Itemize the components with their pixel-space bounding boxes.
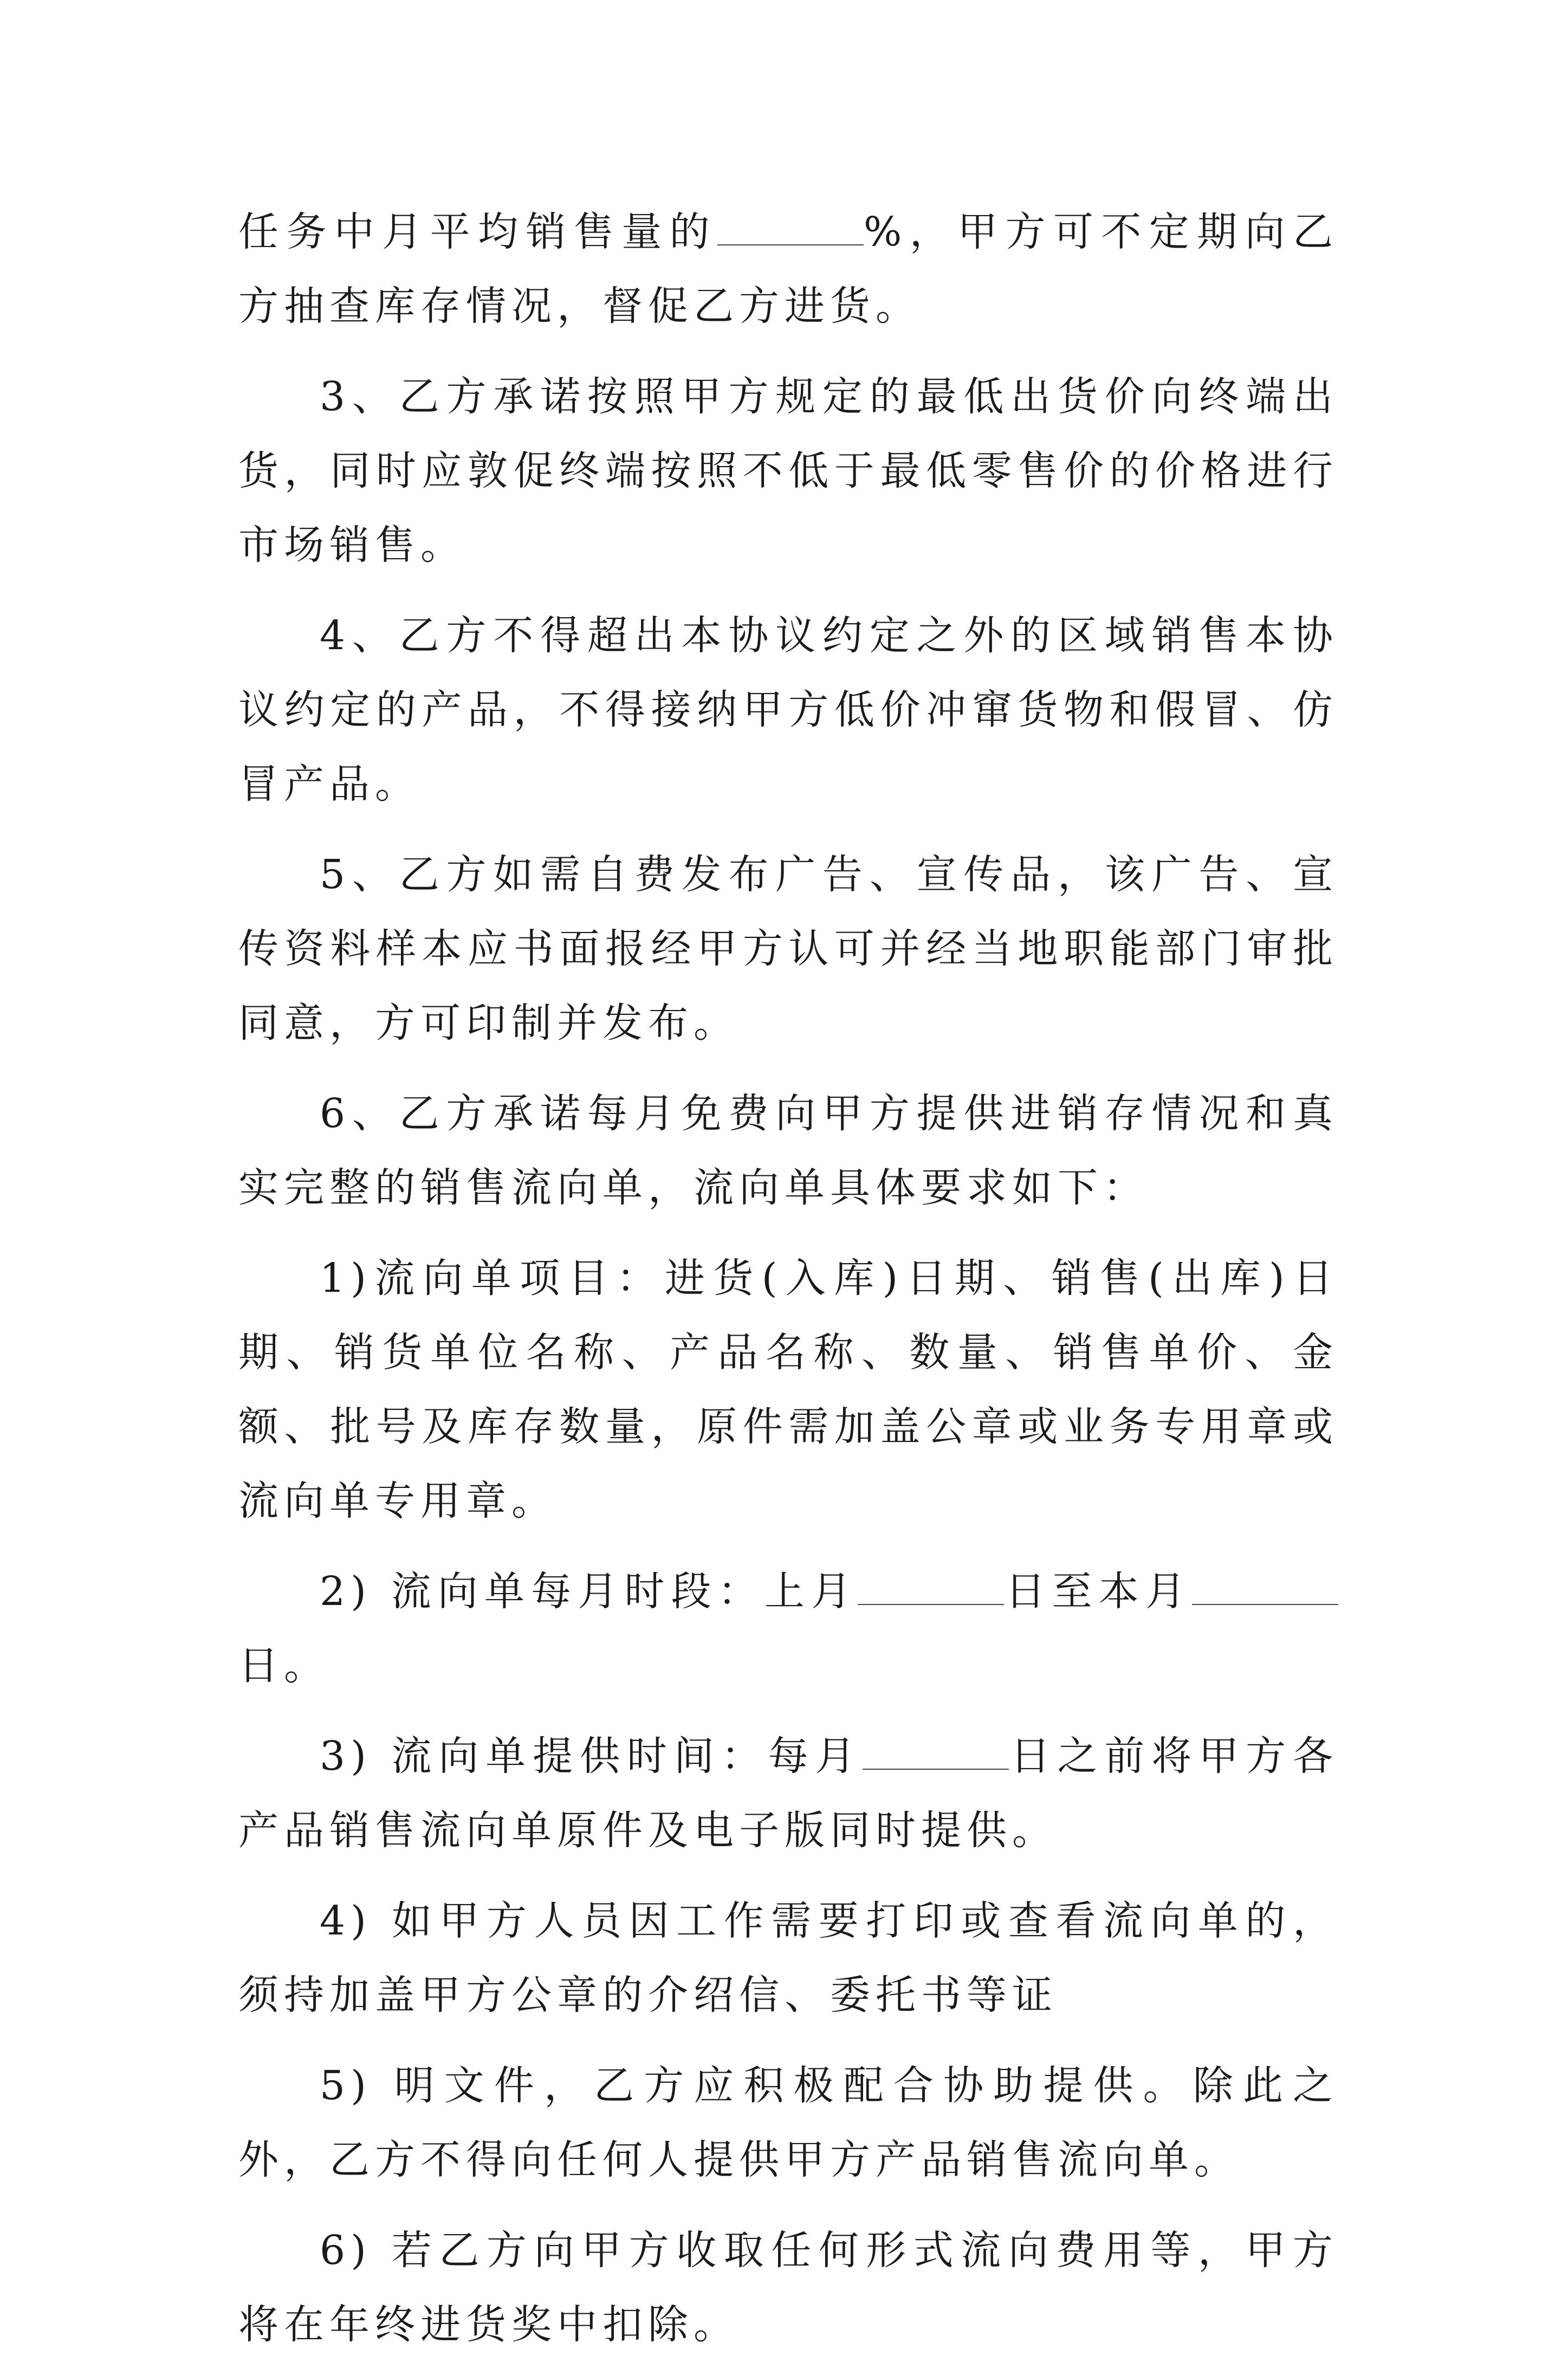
fill-in-blank[interactable] [863, 1736, 1009, 1770]
paragraph-clause-3 [238, 360, 1338, 583]
paragraph-text: 2) 流向单每月时段：上月 [320, 1568, 858, 1615]
paragraph-item-6 [238, 2214, 1338, 2362]
paragraph-item-5 [238, 2049, 1338, 2197]
paragraph-item-1 [238, 1241, 1338, 1538]
paragraph-text: 日至本月 [1004, 1568, 1192, 1615]
paragraph-text: 4) 如甲方人员因工作需要打印或查看流向单的，须持加盖甲方公章的介绍信、委托书等证 [238, 1898, 1338, 2018]
paragraph-text: 日之前将甲方各产品销售流向单原件及电子版同时提供。 [238, 1733, 1339, 1854]
document-body [238, 195, 1338, 2362]
paragraph-clause-5 [238, 838, 1338, 1060]
paragraph-item-4 [238, 1884, 1338, 2033]
paragraph-text: 4、乙方不得超出本协议约定之外的区域销售本协议约定的产品，不得接纳甲方低价冲窜货物和假冒、仿冒产品。 [238, 612, 1338, 807]
fill-in-blank[interactable] [1192, 1571, 1338, 1605]
paragraph-text: 5) 明文件，乙方应积极配合协助提供。除此之外，乙方不得向任何人提供甲方产品销售流向单。 [238, 2062, 1338, 2183]
paragraph-text: 5、乙方如需自费发布广告、宣传品，该广告、宣传资料样本应书面报经甲方认可并经当地职能部门审批同意，方可印制并发布。 [238, 851, 1338, 1046]
paragraph-text: 任务中月平均销售量的 [238, 209, 718, 255]
paragraph-text: 6、乙方承诺每月免费向甲方提供进销存情况和真实完整的销售流向单，流向单具体要求如下： [238, 1090, 1338, 1211]
paragraph-text: %，甲方可不定期向乙方抽查库存情况，督促乙方进货。 [238, 209, 1338, 329]
paragraph-inventory-check [238, 195, 1338, 344]
paragraph-text: 3、乙方承诺按照甲方规定的最低出货价向终端出货，同时应敦促终端按照不低于最低零售价的价格进行市场销售。 [238, 373, 1338, 568]
paragraph-item-3 [238, 1719, 1338, 1868]
paragraph-item-2 [238, 1555, 1338, 1703]
fill-in-blank[interactable] [717, 212, 864, 245]
paragraph-clause-6 [238, 1077, 1338, 1225]
paragraph-text: 3) 流向单提供时间：每月 [320, 1733, 863, 1779]
paragraph-clause-4 [238, 599, 1338, 821]
fill-in-blank[interactable] [858, 1571, 1004, 1605]
paragraph-text: 日。 [238, 1642, 329, 1689]
paragraph-text: 1)流向单项目：进货(入库)日期、销售(出库)日期、销货单位名称、产品名称、数量、销售单价、金额、批号及库存数量，原件需加盖公章或业务专用章或流向单专用章。 [238, 1255, 1338, 1524]
paragraph-text: 6) 若乙方向甲方收取任何形式流向费用等，甲方将在年终进货奖中扣除。 [238, 2227, 1338, 2348]
